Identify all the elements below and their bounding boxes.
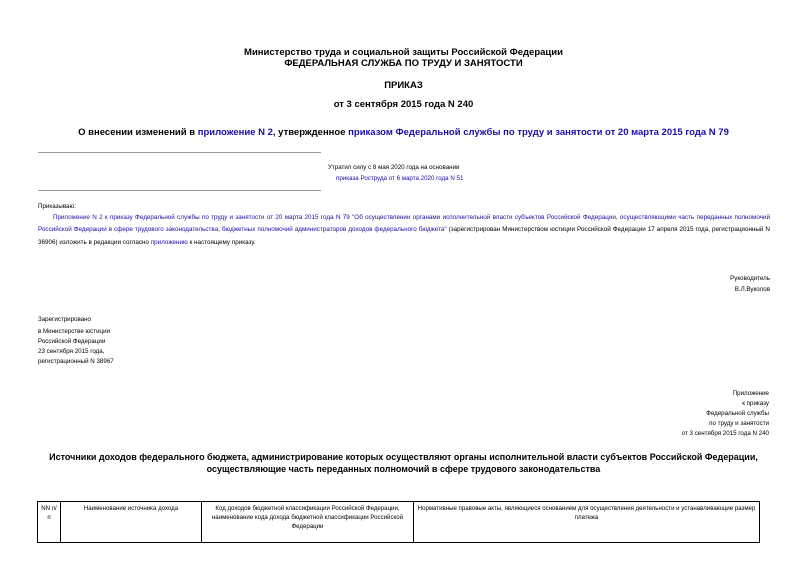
order-paragraph (38, 212, 770, 249)
appendix-line: по труду и занятости (709, 420, 769, 427)
rostrud-order-link[interactable]: приказа Роструда от 6 марта 2020 года N 51 (336, 175, 464, 182)
divider (38, 190, 321, 191)
registration-line: 23 сентября 2015 года, (38, 348, 105, 355)
table-header-row (38, 502, 760, 543)
title-prefix: О внесении изменений в (78, 127, 198, 138)
appendix-line: Федеральной службы (706, 410, 769, 417)
appendix-line: Приложение (732, 390, 769, 397)
order-paragraph-end: к настоящему приказу. (187, 238, 256, 246)
col-legal-acts: Нормативные правовые акты, являющиеся основанием для осуществления деятельности и устанавливающие размер платежа (414, 502, 760, 543)
section-title-line: Источники доходов федерального бюджета, администрирование которых осуществляют органы исполнительной власти субъектов Российской Федерации, (49, 452, 758, 462)
doc-date: от 3 сентября 2015 года N 240 (333, 99, 474, 110)
service-name: ФЕДЕРАЛЬНАЯ СЛУЖБА ПО ТРУДУ И ЗАНЯТОСТИ (284, 58, 523, 69)
order-79-link[interactable]: Приложение N 2 к приказу Федеральной службы по труду и занятости от 20 марта 2015 года N 79 "Об осуществлении органами исполнительной власти субъектов Российской Федерации, осуществляющими часть переданных полномочий Российской Федерации в сфере трудового законодательства, бюджетных полномочий администраторов доходов федерального бюджета" (38, 214, 770, 234)
registration-line: Российской Федерации (38, 338, 106, 345)
registration-line: регистрационный N 38967 (38, 358, 114, 365)
appendix-link[interactable]: приложение N 2 (197, 127, 273, 138)
validity-note: Утратил силу с 8 мая 2020 года на основании (328, 164, 460, 171)
income-sources-table (37, 501, 760, 543)
section-title (0, 451, 807, 475)
registration-line: Зарегистрировано (38, 316, 91, 323)
col-source-name: Наименование источника дохода (61, 502, 202, 543)
divider (38, 152, 321, 153)
order-paragraph-text: (зарегистрирован Министерством юстиции Российской Федерации 17 апреля 2015 года, регистрационный N 36906) изложить в редакции согласно (38, 226, 770, 246)
signature-name: В.Л.Вуколов (734, 286, 770, 293)
title-middle: , утвержденное (272, 127, 349, 138)
registration-line: в Министерстве юстиции (38, 328, 111, 335)
col-budget-code: Код доходов бюджетной классификации Российской Федерации, наименование кода дохода бюджетной классификации Российской Федерации (202, 502, 414, 543)
doc-type: ПРИКАЗ (384, 80, 423, 91)
appendix-ref-link[interactable]: приложению (150, 238, 188, 246)
order-link[interactable]: приказом Федеральной службы по труду и занятости от 20 марта 2015 года N 79 (348, 127, 729, 138)
appendix-line: от 3 сентября 2015 года N 240 (681, 430, 769, 437)
signature-position: Руководитель (730, 275, 770, 282)
col-number: NN п/п (38, 502, 61, 543)
appendix-line: к приказу (742, 400, 769, 407)
section-title-line: осуществляющие часть переданных полномочий в сфере трудового законодательства (206, 464, 601, 474)
order-intro: Приказываю: (38, 203, 76, 210)
ministry-name: Министерство труда и социальной защиты Российской Федерации (244, 47, 563, 58)
doc-title (0, 127, 807, 138)
